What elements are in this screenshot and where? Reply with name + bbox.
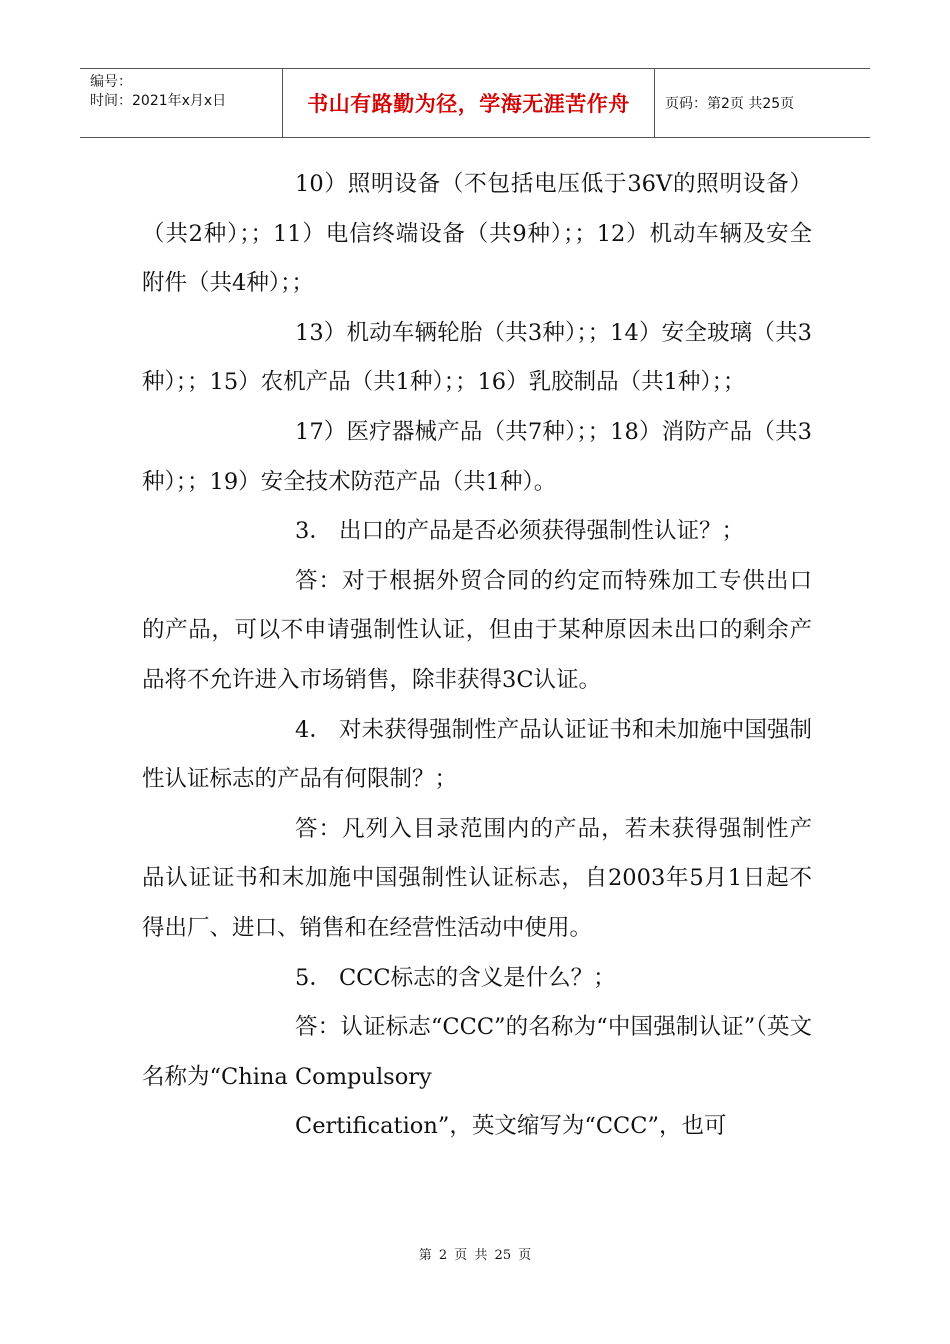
body-paragraph: 10）照明设备（不包括电压低于36V的照明设备）（共2种）；；11）电信终端设备（共9种）；；12）机动车辆及安全附件（共4种）；； [142,171,812,297]
document-time-label: 时间：2021年x月x日 [90,93,227,109]
header-meta [80,69,283,137]
document-body [142,160,812,1152]
body-paragraph: 13）机动车辆轮胎（共3种）；；14）安全玻璃（共3种）；；15）农机产品（共1种）；；16）乳胶制品（共1种）；； [142,319,812,396]
question-heading: 4． 对未获得强制性产品认证证书和未加施中国强制性认证标志的产品有何限制？； [142,716,812,793]
question-heading: 5． CCC标志的含义是什么？； [295,964,616,991]
answer-paragraph: 答：认证标志“CCC”的名称为“中国强制认证”（英文名称为“China Compulsory [142,1014,812,1090]
header-motto: 书山有路勤为径，学海无涯苦作舟 [307,92,630,116]
body-paragraph: 17）医疗器械产品（共7种）；；18）消防产品（共3种）；；19）安全技术防范产品（共1种）。 [142,418,812,495]
page-header [80,68,870,138]
header-motto-cell [283,69,655,137]
page-footer: 第 2 页 共 25 页 [418,1248,532,1263]
answer-paragraph: 答：凡列入目录范围内的产品，若未获得强制性产品认证证书和末加施中国强制性认证标志，自2003年5月1日起不得出厂、进口、销售和在经营性活动中使用。 [142,815,812,941]
answer-paragraph-continued: Certification”，英文缩写为“CCC”，也可 [295,1113,727,1140]
header-page-info: 页码：第2页 共25页 [665,96,795,112]
document-number-label: 编号： [90,74,132,90]
question-heading: 3． 出口的产品是否必须获得强制性认证？； [295,518,744,545]
answer-paragraph: 答：对于根据外贸合同的约定而特殊加工专供出口的产品，可以不申请强制性认证，但由于某种原因未出口的剩余产品将不允许进入市场销售，除非获得3C认证。 [142,567,812,693]
